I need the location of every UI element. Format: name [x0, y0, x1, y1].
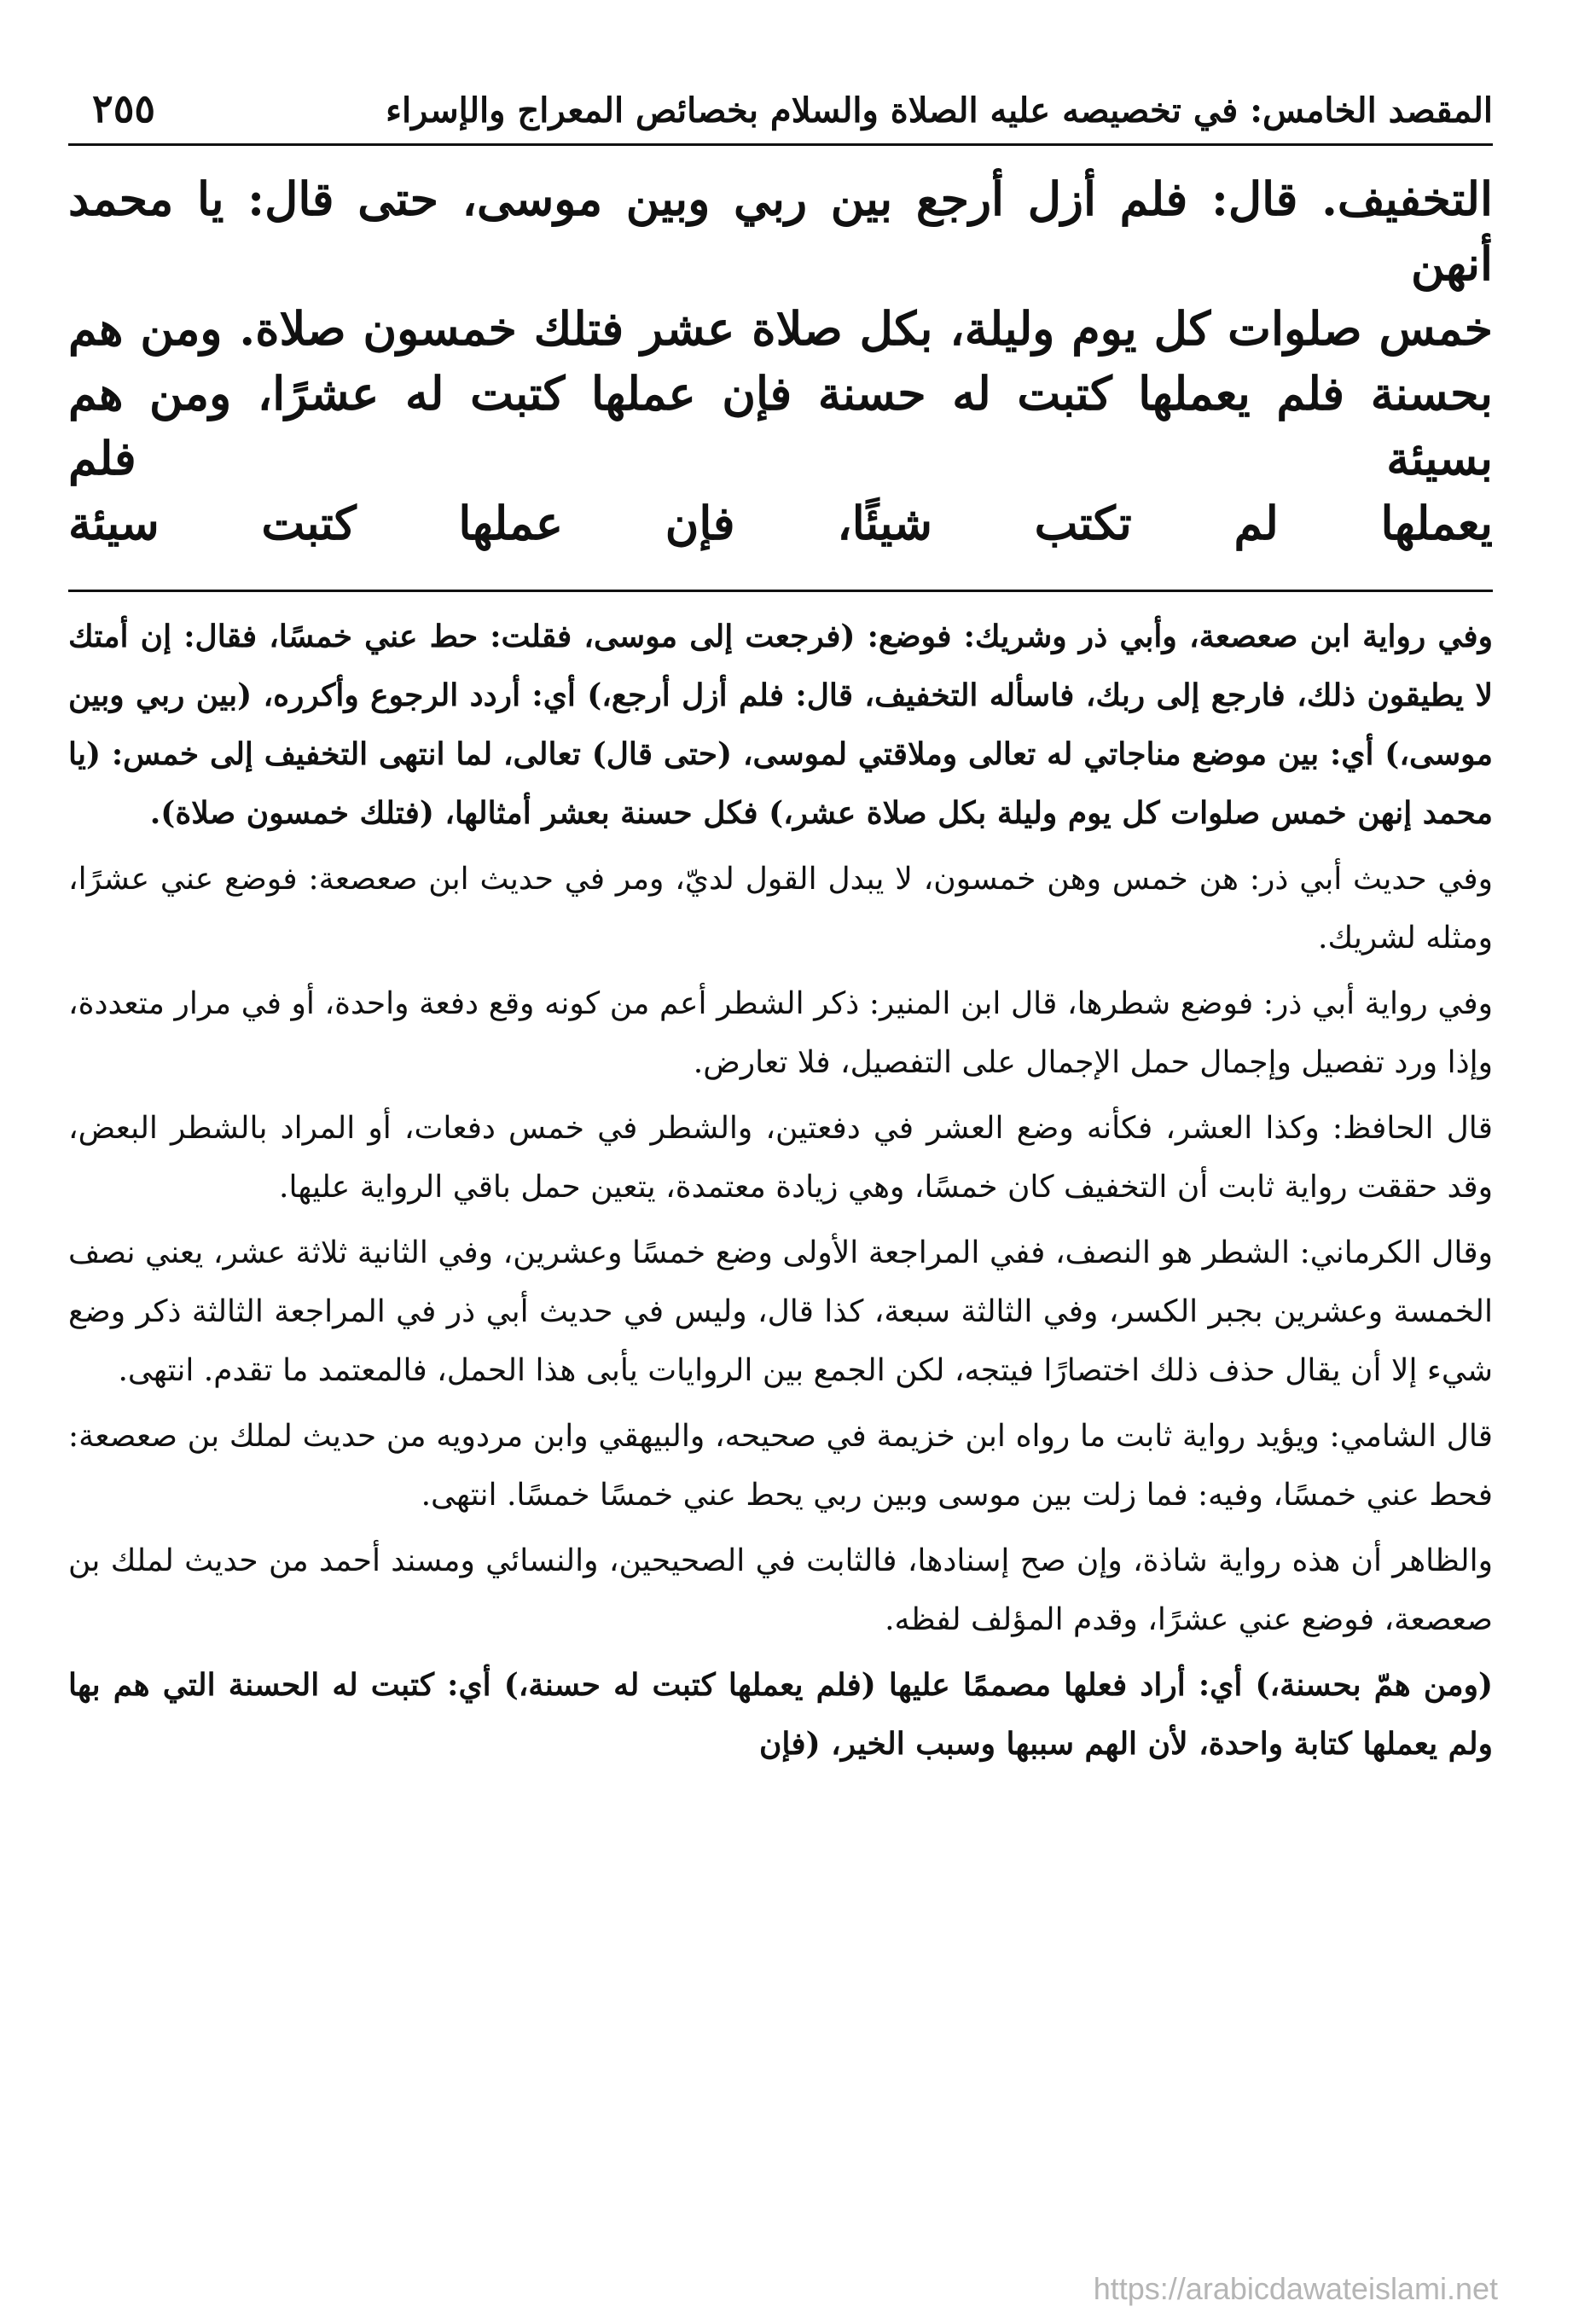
main-text-line: بحسنة فلم يعملها كتبت له حسنة فإن عملها كتبت له عشرًا، ومن هم بسيئة فلم	[68, 366, 1493, 485]
commentary-paragraph: وقال الكرماني: الشطر هو النصف، ففي المراجعة الأولى وضع خمسًا وعشرين، وفي الثانية ثلاثة عشر، يعني نصف الخمسة وعشرين بجبر الكسر، وفي الثالثة سبعة، كذا قال، وليس في حديث أبي ذر في المراجعة الثالثة ذكر وضع شيء إلا أن يقال حذف ذلك اختصارًا فيتجه، لكن الجمع بين الروايات يأبى هذا الحمل، فالمعتمد ما تقدم. انتهى.	[68, 1235, 1493, 1388]
main-text-line: يعملها لم تكتب شيئًا، فإن عملها كتبت سيئة	[68, 496, 1493, 550]
commentary-paragraph: والظاهر أن هذه رواية شاذة، وإن صح إسنادها، فالثابت في الصحيحين، والنسائي ومسند أحمد من حديث لملك بن صعصعة، فوضع عني عشرًا، وقدم المؤلف لفظه.	[68, 1543, 1493, 1637]
section-divider	[68, 590, 1493, 592]
main-text-line: خمس صلوات كل يوم وليلة، بكل صلاة عشر فتلك خمسون صلاة. ومن هم	[68, 301, 1493, 356]
watermark-url: https://arabicdawateislami.net	[1093, 2271, 1498, 2306]
book-page	[68, 85, 1493, 1781]
commentary-paragraph: قال الشامي: ويؤيد رواية ثابت ما رواه ابن خزيمة في صحيحه، والبيهقي وابن مردويه من حديث لملك بن صعصعة: فحط عني خمسًا، وفيه: فما زلت بين موسى وبين ربي يحط عني خمسًا خمسًا. انتهى.	[68, 1419, 1493, 1513]
commentary-paragraph: (ومن همّ بحسنة،) أي: أراد فعلها مصممًا عليها (فلم يعملها كتبت له حسنة،) أي: كتبت له الحسنة التي هم بها ولم يعملها كتابة واحدة، لأن الهم سببها وسبب الخير، (فإن	[68, 1667, 1493, 1762]
commentary-paragraph: وفي حديث أبي ذر: هن خمس وهن خمسون، لا يبدل القول لديّ، ومر في حديث ابن صعصعة: فوضع عني عشرًا، ومثله لشريك.	[68, 862, 1493, 956]
page-number: ٢٥٥	[92, 85, 156, 131]
running-header	[68, 85, 1493, 146]
main-text-line: التخفيف. قال: فلم أزل أرجع بين ربي وبين موسى، حتى قال: يا محمد أنهن	[68, 171, 1493, 291]
commentary-paragraph: وفي رواية ابن صعصعة، وأبي ذر وشريك: فوضع: (فرجعت إلى موسى، فقلت: حط عني خمسًا، فقال: إن أمتك لا يطيقون ذلك، فارجع إلى ربك، فاسأله التخفيف، قال: فلم أزل أرجع،) أي: أردد الرجوع وأكرره، (بين ربي وبين موسى،) أي: بين موضع مناجاتي له تعالى وملاقتي لموسى، (حتى قال) تعالى، لما انتهى التخفيف إلى خمس: (يا محمد إنهن خمس صلوات كل يوم وليلة بكل صلاة عشر،) فكل حسنة بعشر أمثالها، (فتلك خمسون صلاة).	[68, 619, 1493, 831]
commentary-paragraph: وفي رواية أبي ذر: فوضع شطرها، قال ابن المنير: ذكر الشطر أعم من كونه وقع دفعة واحدة، أو في مرار متعددة، وإذا ورد تفصيل وإجمال حمل الإجمال على التفصيل، فلا تعارض.	[68, 986, 1493, 1080]
commentary-paragraph: قال الحافظ: وكذا العشر، فكأنه وضع العشر في دفعتين، والشطر في خمس دفعات، أو المراد بالشطر البعض، وقد حققت رواية ثابت أن التخفيف كان خمسًا، وهي زيادة معتمدة، يتعين حمل باقي الرواية عليها.	[68, 1111, 1493, 1205]
main-text-block	[68, 166, 1493, 555]
chapter-heading: المقصد الخامس: في تخصيصه عليه الصلاة والسلام بخصائص المعراج والإسراء	[386, 90, 1493, 131]
commentary-block	[68, 607, 1493, 1774]
